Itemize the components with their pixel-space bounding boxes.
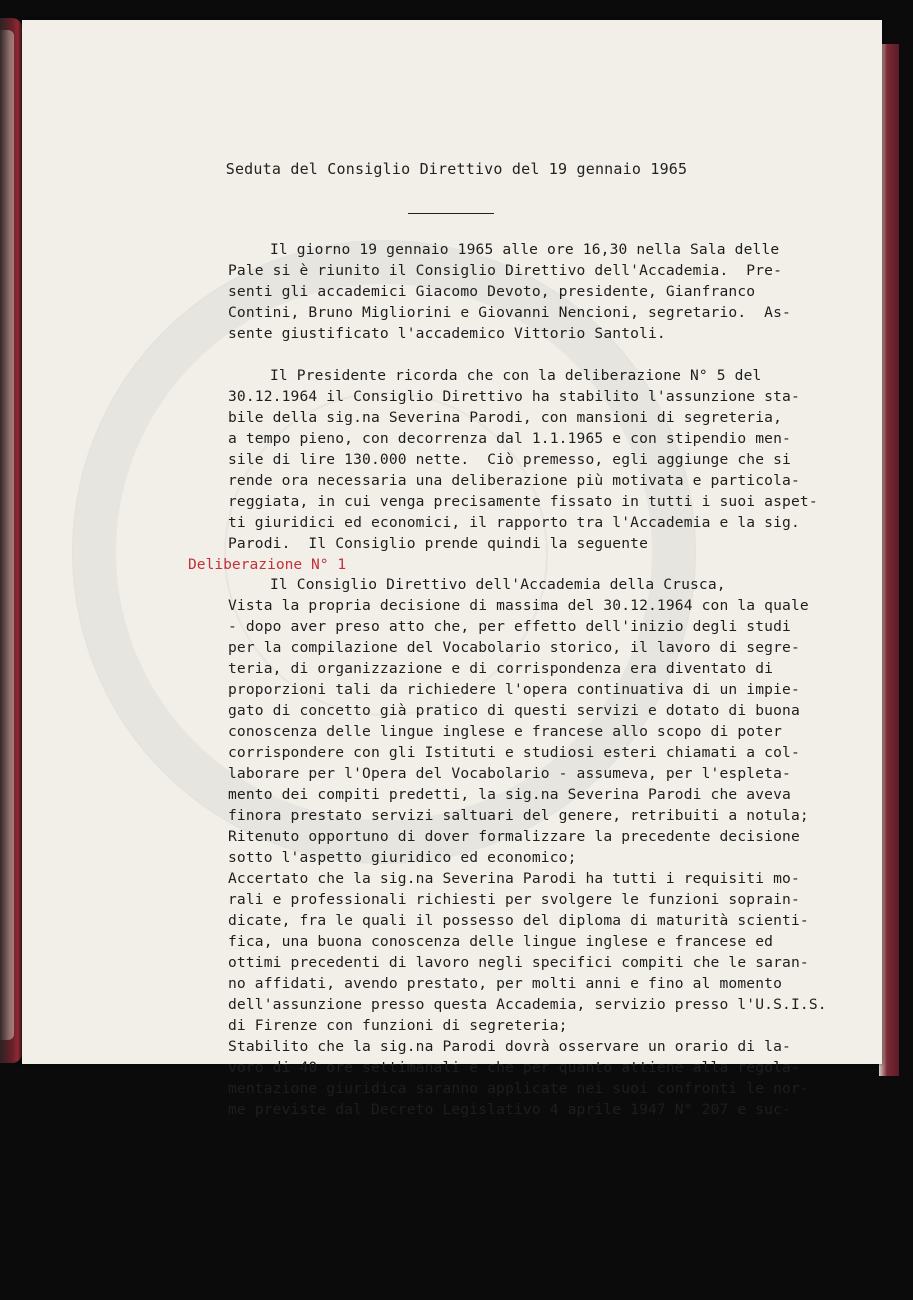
text-line: Ritenuto opportuno di dover formalizzare la precedente decisione — [228, 828, 800, 845]
margin-annotation: Deliberazione N° 1 — [188, 556, 347, 573]
text-line: 30.12.1964 il Consiglio Direttivo ha stabilito l'assunzione sta- — [228, 388, 800, 405]
title-underline — [408, 213, 494, 214]
text-line: gato di concetto già pratico di questi servizi e dotato di buona — [228, 702, 800, 719]
text-line: sotto l'aspetto giuridico ed economico; — [228, 849, 577, 866]
text-line: fica, una buona conoscenza delle lingue inglese e francese ed — [228, 933, 774, 950]
text-line: senti gli accademici Giacomo Devoto, presidente, Gianfranco — [228, 283, 756, 300]
text-line: Il Consiglio Direttivo dell'Accademia della Crusca, — [270, 576, 726, 593]
text-line: Pale si è riunito il Consiglio Direttivo dell'Accademia. Pre- — [228, 262, 783, 279]
text-line: sile di lire 130.000 nette. Ciò premesso, egli aggiunge che si — [228, 451, 791, 468]
text-line: di Firenze con funzioni di segreteria; — [228, 1017, 568, 1034]
text-line: Il Presidente ricorda che con la deliberazione N° 5 del — [270, 367, 762, 384]
text-line: Il giorno 19 gennaio 1965 alle ore 16,30 nella Sala delle — [270, 241, 780, 258]
text-line: me previste dal Decreto Legislativo 4 aprile 1947 N° 207 e suc- — [228, 1101, 791, 1118]
text-line: voro di 40 ore settimanali e che per quanto attiene alla regola- — [228, 1059, 800, 1076]
text-line: Vista la propria decisione di massima del 30.12.1964 con la quale — [228, 597, 809, 614]
text-line: ti giuridici ed economici, il rapporto tra l'Accademia e la sig. — [228, 514, 800, 531]
text-line: conoscenza delle lingue inglese e francese allo scopo di poter — [228, 723, 783, 740]
adjacent-page-paper — [0, 30, 14, 1040]
text-line: Parodi. Il Consiglio prende quindi la seguente — [228, 535, 649, 552]
text-line: finora prestato servizi saltuari del genere, retribuiti a notula; — [228, 807, 809, 824]
text-line: a tempo pieno, con decorrenza dal 1.1.1965 e con stipendio men- — [228, 430, 791, 447]
text-line: - dopo aver preso atto che, per effetto dell'inizio degli studi — [228, 618, 791, 635]
book-binding — [879, 44, 899, 1076]
text-line: corrispondere con gli Istituti e studiosi esteri chiamati a col- — [228, 744, 800, 761]
document-title: Seduta del Consiglio Direttivo del 19 gennaio 1965 — [225, 160, 688, 178]
text-line: rali e professionali richiesti per svolgere le funzioni soprain- — [228, 891, 800, 908]
text-line: no affidati, avendo prestato, per molti anni e fino al momento — [228, 975, 783, 992]
text-line: dell'assunzione presso questa Accademia, servizio presso l'U.S.I.S. — [228, 996, 827, 1013]
text-line: reggiata, in cui venga precisamente fissato in tutti i suoi aspet- — [228, 493, 818, 510]
text-line: rende ora necessaria una deliberazione più motivata e particola- — [228, 472, 800, 489]
text-line: proporzioni tali da richiedere l'opera continuativa di un impie- — [228, 681, 800, 698]
text-line: mento dei compiti predetti, la sig.na Severina Parodi che aveva — [228, 786, 791, 803]
text-line: Stabilito che la sig.na Parodi dovrà osservare un orario di la- — [228, 1038, 791, 1055]
text-line: Contini, Bruno Migliorini e Giovanni Nencioni, segretario. As- — [228, 304, 791, 321]
text-line: mentazione giuridica saranno applicate nei suoi confronti le nor- — [228, 1080, 809, 1097]
text-line: ottimi precedenti di lavoro negli specifici compiti che le saran- — [228, 954, 809, 971]
text-line: sente giustificato l'accademico Vittorio Santoli. — [228, 325, 666, 342]
text-line: bile della sig.na Severina Parodi, con mansioni di segreteria, — [228, 409, 783, 426]
text-line: teria, di organizzazione e di corrispondenza era diventato di — [228, 660, 774, 677]
text-line: per la compilazione del Vocabolario storico, il lavoro di segre- — [228, 639, 800, 656]
text-line: laborare per l'Opera del Vocabolario - assumeva, per l'espleta- — [228, 765, 791, 782]
text-line: dicate, fra le quali il possesso del diploma di maturità scienti- — [228, 912, 809, 929]
text-line: Accertato che la sig.na Severina Parodi ha tutti i requisiti mo- — [228, 870, 800, 887]
